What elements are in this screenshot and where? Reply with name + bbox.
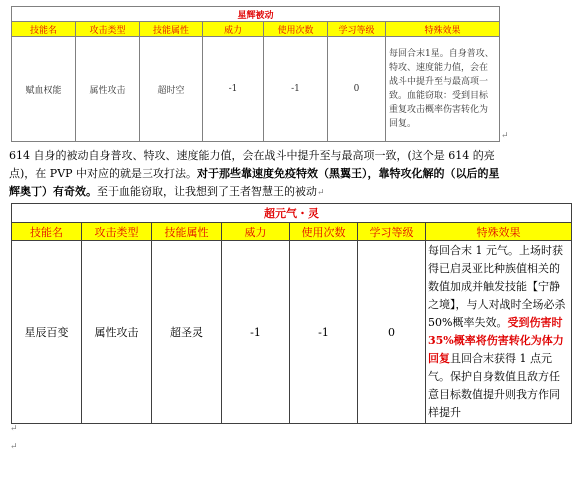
cell-skill-name: 星辰百变 <box>12 241 82 424</box>
cell-attribute: 超圣灵 <box>152 241 222 424</box>
header-attribute: 技能属性 <box>152 223 222 241</box>
return-mark: ↵ <box>317 188 325 198</box>
header-power: 威力 <box>203 22 264 37</box>
table-title: 星辉被动 <box>12 7 500 22</box>
table-title-row <box>12 204 572 223</box>
body-paragraph <box>9 147 504 202</box>
table-title-row <box>12 7 500 22</box>
cell-uses: -1 <box>290 241 358 424</box>
return-mark: ↵ <box>10 442 18 452</box>
cell-power: -1 <box>222 241 290 424</box>
header-effect: 特殊效果 <box>386 22 500 37</box>
cell-power: -1 <box>203 37 264 142</box>
header-skill-name: 技能名 <box>12 22 76 37</box>
table-title: 超元气・灵 <box>12 204 572 223</box>
cell-attack-type: 属性攻击 <box>82 241 152 424</box>
effect-highlight-text: 受到伤害时 35%概率将伤害转化为体力回复 <box>428 316 564 365</box>
header-power: 威力 <box>222 223 290 241</box>
paragraph-bold-text: 对于那些靠速度免疫特效（黑翼王），靠特攻化解的（以后的星辉奥丁）有奇效。 <box>9 167 500 198</box>
table-row <box>12 37 500 142</box>
header-effect: 特殊效果 <box>426 223 572 241</box>
effect-text-2: 且回合末获得 1 点元气。保护自身数值且敌方任意目标数值提升则我方作同样提升 <box>428 352 560 419</box>
skill-table-1 <box>11 6 500 142</box>
header-level: 学习等级 <box>358 223 426 241</box>
cell-uses: -1 <box>264 37 328 142</box>
table-header-row <box>12 22 500 37</box>
return-mark: ↵ <box>501 131 509 141</box>
cell-level: 0 <box>358 241 426 424</box>
table-header-row <box>12 223 572 241</box>
cell-level: 0 <box>328 37 386 142</box>
cell-attribute: 超时空 <box>140 37 203 142</box>
paragraph-text-1: 614 自身的被动自身普攻、特攻、速度能力值，会在战斗中提升至与最高项一致，(这个是 614 的亮点)，在 PVP 中对应的就是三攻打法。 <box>9 149 495 180</box>
effect-text-1: 每回合末 1 元气。上场时获得已启灵亚比种族值相关的数值加成并触发技能【宁静之境】，与人对战时全场必杀 50%概率失效。 <box>428 244 566 329</box>
header-level: 学习等级 <box>328 22 386 37</box>
header-attribute: 技能属性 <box>140 22 203 37</box>
cell-effect <box>426 241 572 424</box>
return-mark: ↵ <box>10 424 18 434</box>
cell-effect: 每回合末1星。自身普攻、特攻、速度能力值，会在战斗中提升至与最高项一致。血能窃取：受到目标重复攻击概率伤害转化为回复。 <box>386 37 500 142</box>
header-attack-type: 攻击类型 <box>76 22 140 37</box>
paragraph-text-2: 至于血能窃取，让我想到了王者智慧王的被动 <box>97 185 317 198</box>
header-uses: 使用次数 <box>264 22 328 37</box>
cell-attack-type: 属性攻击 <box>76 37 140 142</box>
header-skill-name: 技能名 <box>12 223 82 241</box>
header-attack-type: 攻击类型 <box>82 223 152 241</box>
cell-skill-name: 赋血权能 <box>12 37 76 142</box>
skill-table-2 <box>11 203 572 424</box>
header-uses: 使用次数 <box>290 223 358 241</box>
table-row <box>12 241 572 424</box>
